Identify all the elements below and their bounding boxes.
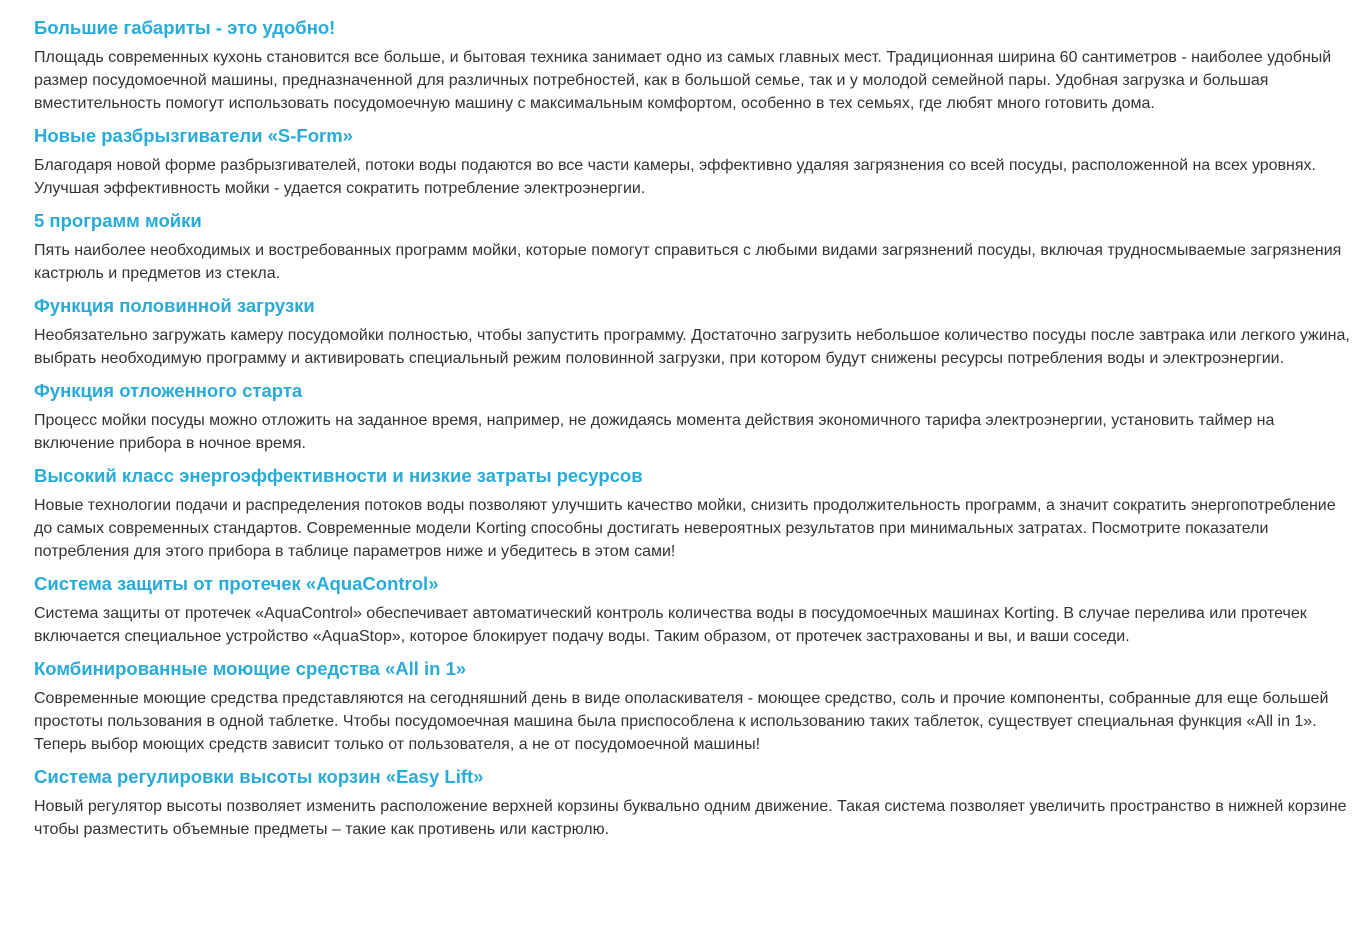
feature-title: Новые разбрызгиватели «S-Form» [34,125,353,146]
feature-delayed-start [34,379,1320,455]
feature-description: Система защиты от протечек «AquaControl» обеспечивает автоматический контроль количества воды в посудомоечных машинах Korting. В случае перелива или протечек включается специальное устройство «AquaStop», которое блокирует подачу воды. Таким образом, от протечек застрахованы и вы, и ваши соседи. [34,605,1307,645]
feature-title: Комбинированные моющие средства «All in 1» [34,658,467,679]
feature-title: Система защиты от протечек «AquaControl» [34,573,439,594]
feature-half-load [34,294,1350,370]
feature-description: Процесс мойки посуды можно отложить на заданное время, например, не дожидаясь момента действия экономичного тарифа электроэнергии, установить таймер на включение прибора в ночное время. [34,412,1275,452]
feature-aquacontrol [34,572,1320,648]
feature-easy-lift [34,765,1347,841]
feature-title: Функция половинной загрузки [34,295,315,316]
feature-large-dimensions [34,16,1332,115]
feature-title: Функция отложенного старта [34,380,303,401]
feature-description: Благодаря новой форме разбрызгивателей, потоки воды подаются во все части камеры, эффективно удаляя загрязнения со всей посуды, расположенной на всех уровнях. Улучшая эффективность мойки - удается сократить потребление электроэнергии. [34,157,1316,197]
feature-description: Площадь современных кухонь становится все больше, и бытовая техника занимает одно из самых главных мест. Традиционная ширина 60 сантиметров - наиболее удобный размер посудомоечной машины, предназначенной для различных потребностей, как в большой семье, так и у молодой семейной пары. Удобная загрузка и большая вместительность помогут использовать посудомоечную машину с максимальным комфортом, особенно в тех семьях, где любят много готовить дома. [34,49,1332,112]
feature-title: Высокий класс энергоэффективности и низкие затраты ресурсов [34,465,643,486]
feature-title: 5 программ мойки [34,210,202,231]
feature-s-form-sprayers [34,124,1320,200]
feature-five-programs [34,209,1342,285]
feature-all-in-one [34,657,1329,756]
feature-description: Необязательно загружать камеру посудомойки полностью, чтобы запустить программу. Достаточно загрузить небольшое количество посуды после завтрака или легкого ужина, выбрать необходимую программу и активировать специальный режим половинной загрузки, при котором будут снижены ресурсы потребления воды и электроэнергии. [34,327,1350,367]
feature-description: Современные моющие средства представляются на сегодняшний день в виде ополаскивателя - моющее средство, соль и прочие компоненты, собранные для еще большей простоты пользования в одной таблетке. Чтобы посудомоечная машина была приспособлена к использованию таких таблеток, существует специальная функция «All in 1». Теперь выбор моющих средств зависит только от пользователя, а не от посудомоечной машины! [34,690,1329,753]
feature-description: Пять наиболее необходимых и востребованных программ мойки, которые помогут справиться с любыми видами загрязнений посуды, включая трудносмываемые загрязнения кастрюль и предметов из стекла. [34,242,1342,282]
feature-description: Новые технологии подачи и распределения потоков воды позволяют улучшить качество мойки, снизить продолжительность программ, а значит сократить энергопотребление до самых современных стандартов. Современные модели Korting способны достигать невероятных результатов при минимальных затратах. Посмотрите показатели потребления для этого прибора в таблице параметров ниже и убедитесь в этом сами! [34,497,1336,560]
feature-energy-efficiency [34,464,1336,563]
feature-title: Система регулировки высоты корзин «Easy Lift» [34,766,484,787]
feature-title: Большие габариты - это удобно! [34,17,336,38]
feature-description: Новый регулятор высоты позволяет изменить расположение верхней корзины буквально одним движение. Такая система позволяет увеличить пространство в нижней корзине чтобы разместить объемные предметы – такие как противень или кастрюлю. [34,798,1347,838]
